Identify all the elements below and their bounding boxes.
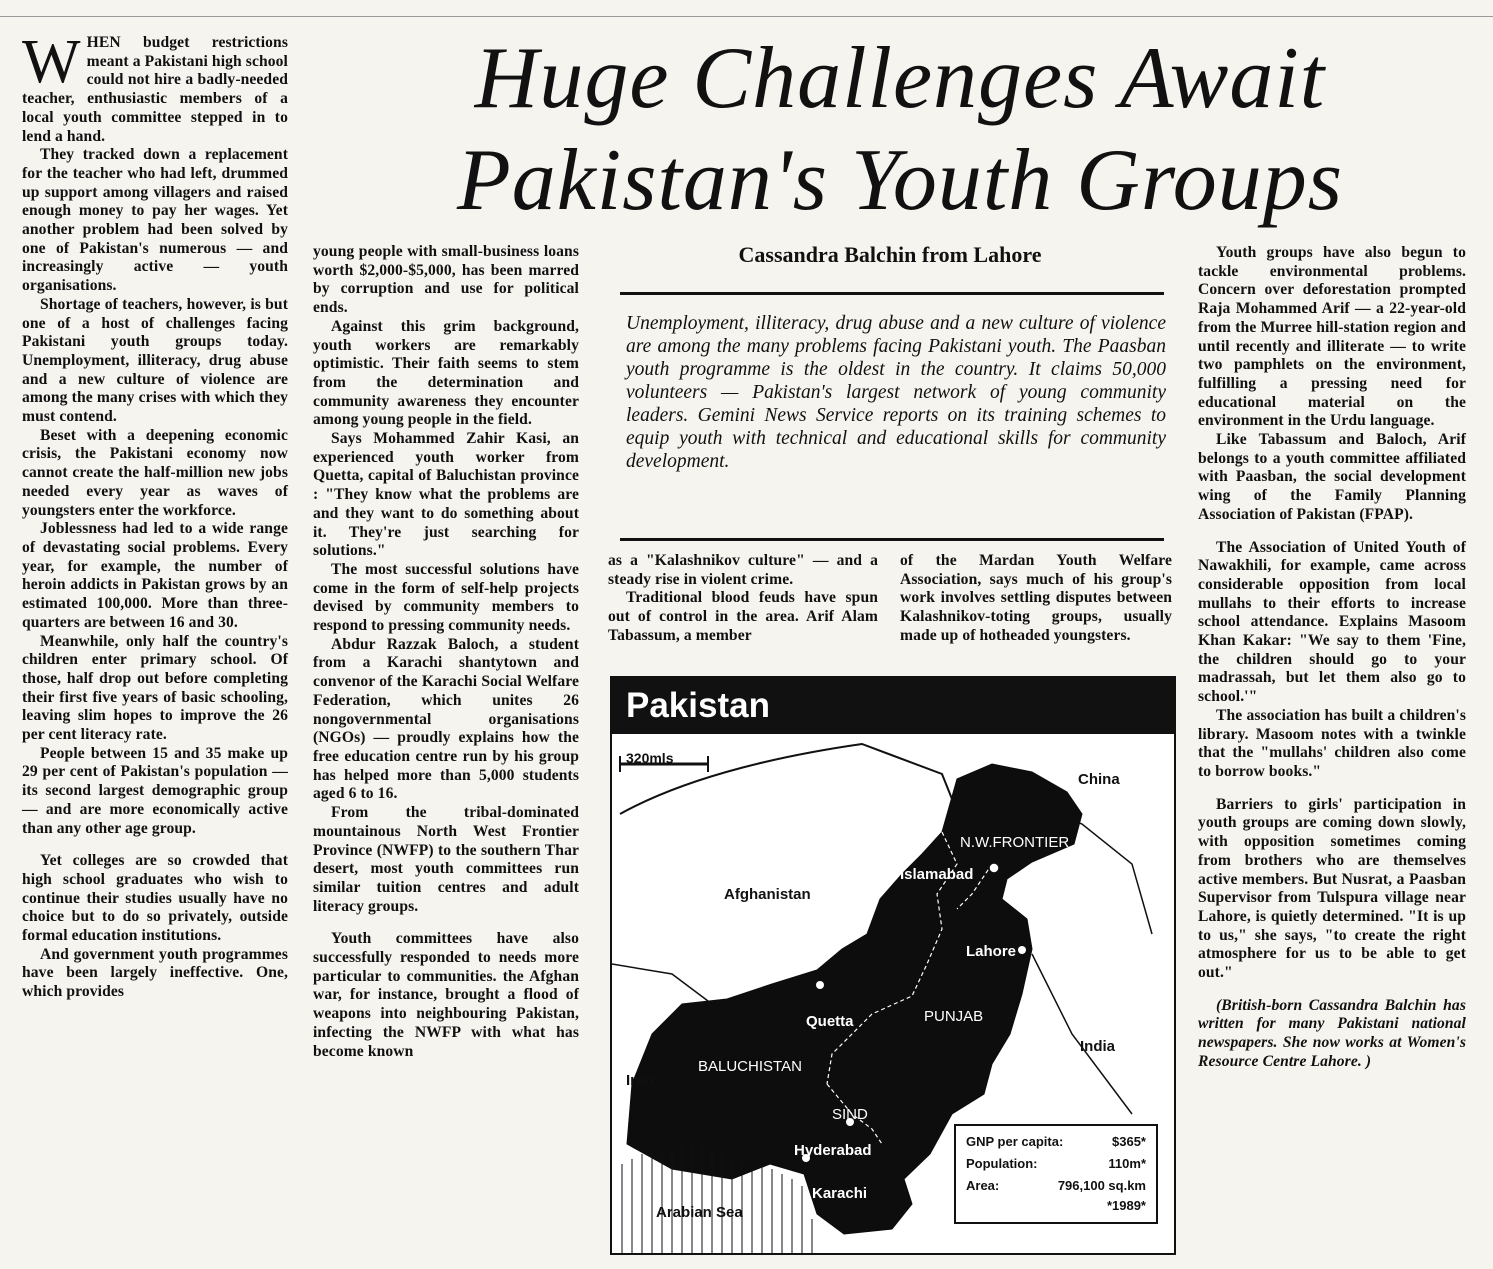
label-karachi: Karachi xyxy=(812,1185,868,1202)
paragraph: Youth committees have also successfully responded to needs more particular to communities. the Afghan war, for instance, brought a flood of weapons into neighbouring Pakistan, infecting the NWFP with what has become known xyxy=(313,930,579,1060)
paragraph: Barriers to girls' participation in youth groups are coming down slowly, with opposition sometimes coming from brothers who are themselves active members. But Nusrat, a Paasban Supervisor from Tulspura village near Lahore, is quietly determined. "It is up to us," she says, "to create the right atmosphere for us to be able to get out." xyxy=(1198,795,1466,982)
article-column-1 xyxy=(22,28,288,1002)
paragraph: Shortage of teachers, however, is but one of a host of challenges facing Pakistani youth groups today. Unemployment, illiteracy, drug abuse and a new culture of violence are among the many crises with which they must contend. xyxy=(22,295,288,426)
paragraph: The Association of United Youth of Nawakhili, for example, came across considerable opposition from local mullahs to their efforts to increase school attendance. Explains Masoom Khan Kakar: "We say to them 'Fine, the children should go to your madrassah, but let them also go to school.'" xyxy=(1198,538,1466,706)
author-credit: (British-born Cassandra Balchin has written for many Pakistani national newspapers. She now works at Women's Resource Centre Lahore. ) xyxy=(1198,996,1466,1070)
label-islamabad: Islamabad xyxy=(900,866,974,883)
article-column-4 xyxy=(900,552,1172,646)
label-india: India xyxy=(1080,1038,1116,1055)
paragraph: Traditional blood feuds have spun out of control in the area. Arif Alam Tabassum, a member xyxy=(608,589,878,644)
article-column-2 xyxy=(313,243,579,1061)
paragraph: Joblessness had led to a wide range of devastating social problems. Every year, for example, the number of heroin addicts in Pakistan grows by an estimated 100,000. More than three-quarters are between 16 and 30. xyxy=(22,520,288,631)
paragraph: young people with small-business loans worth $2,000-$5,000, has been marred by corruption and use for political ends. xyxy=(313,243,579,317)
label-sind: SIND xyxy=(832,1106,868,1123)
paragraph: as a "Kalashnikov culture" — and a steady rise in violent crime. xyxy=(608,552,878,588)
paragraph: Youth groups have also begun to tackle environmental problems. Concern over deforestation prompted Raja Mohammed Arif — a 22-year-old from the Murree hill-station region and until recently and illiterate — to write two pamphlets on the environment, fulfilling a pressing need for educational material on the environment in the Urdu language. xyxy=(1198,244,1466,430)
label-nw-frontier: N.W.FRONTIER xyxy=(960,834,1070,851)
islamabad-dot xyxy=(989,863,999,873)
paragraph: People between 15 and 35 make up 29 per cent of Pakistan's population — its second largest demographic group — and are more economically active than any other age group. xyxy=(22,744,288,837)
label-afghanistan: Afghanistan xyxy=(724,886,811,903)
scale-label: 320mls xyxy=(626,750,674,766)
article-column-5 xyxy=(1198,244,1466,1072)
paragraph: The most successful solutions have come in the form of self-help projects devised by community members to respond to pressing community needs. xyxy=(313,560,579,635)
paragraph: Meanwhile, only half the country's children enter primary school. Of those, half drop out before completing their first five years of basic schooling, leaving slim hopes to improve the 26 per cent literacy rate. xyxy=(22,632,288,744)
label-baluchistan: BALUCHISTAN xyxy=(698,1058,802,1075)
headline: Huge Challenges Await Pakistan's Youth Groups xyxy=(456,30,1344,229)
stat-area: Area: 796,100 sq.km xyxy=(966,1178,1146,1193)
paragraph: Beset with a deepening economic crisis, the Pakistani economy now cannot create the half-million new jobs needed every year as waves of youngsters enter the workforce. xyxy=(22,426,288,519)
stats-box: GNP per capita: $365* Population: 110m* Area: 796,100 sq.km *1989* xyxy=(954,1124,1158,1224)
label-lahore: Lahore xyxy=(966,943,1017,960)
label-iran: Iran xyxy=(626,1072,654,1089)
paragraph: Against this grim background, youth workers are remarkably optimistic. Their faith seems to stem from the determination and community awareness they encounter among young people in the field. xyxy=(313,317,579,429)
stat-gnp: GNP per capita: $365* xyxy=(966,1134,1146,1149)
drop-cap: W xyxy=(22,28,81,96)
paragraph: They tracked down a replacement for the teacher who had left, drummed up support among villagers and raised enough money to pay her wages. Yet another problem had been solved by one of Pakistan's numerous — and increasingly active — youth organisations. xyxy=(22,146,288,295)
map-title: Pakistan xyxy=(626,686,770,725)
paragraph: Abdur Razzak Baloch, a student from a Karachi shantytown and convenor of the Karachi Social Welfare Federation, which unites 26 nongovernmental organisations (NGOs) — proudly explains how the free education centre run by his group has helped more than 5,000 students aged 6 to 16. xyxy=(313,635,579,803)
map-title-bar xyxy=(612,678,1174,734)
label-arabian-sea: Arabian Sea xyxy=(656,1204,743,1221)
standfirst: Unemployment, illiteracy, drug abuse and a new culture of violence are among the many problems facing Pakistani youth. The Paasban youth programme is the oldest in the country. It claims 50,000 volunteers — Pakistan's largest network of young community leaders. Gemini News Service reports on its training schemes to equip youth with technical and educational skills for community development. xyxy=(626,313,1166,472)
paragraph: Yet colleges are so crowded that high school graduates who wish to continue their studies usually have no choice but to do so privately, outside formal education institutions. xyxy=(22,852,288,945)
lahore-dot xyxy=(1018,946,1026,954)
paragraph: Like Tabassum and Baloch, Arif belongs to a youth committee affiliated with Paasban, the social development wing of the Family Planning Association of Pakistan (FPAP). xyxy=(1198,431,1466,523)
paragraph: The association has built a children's library. Masoom notes with a twinkle that the "mullahs' children also come to borrow books." xyxy=(1198,706,1466,780)
paragraph: From the tribal-dominated mountainous North West Frontier Province (NWFP) to the southern Thar desert, most youth committees run similar tuition centres and adult literacy groups. xyxy=(313,804,579,915)
pakistan-map xyxy=(610,676,1176,1255)
quetta-dot xyxy=(816,981,824,989)
article-column-3 xyxy=(608,552,878,646)
paragraph: of the Mardan Youth Welfare Association, says much of his group's work involves settling disputes between Kalashnikov-toting groups, usually made up of hotheaded youngsters. xyxy=(900,552,1172,644)
paragraph: WHEN budget restrictions meant a Pakistani high school could not hire a badly-needed teacher, enthusiastic members of a local youth committee stepped in to lend a hand. xyxy=(22,28,288,145)
label-punjab: PUNJAB xyxy=(924,1008,984,1025)
paragraph: Says Mohammed Zahir Kasi, an experienced youth worker from Quetta, capital of Baluchistan province : "They know what the problems are and they want to do something about it. They're just searching for solutions." xyxy=(313,430,579,560)
rule-bottom xyxy=(620,538,1164,541)
paragraph: And government youth programmes have been largely ineffective. One, which provides xyxy=(22,945,288,1001)
label-china: China xyxy=(1078,771,1120,788)
byline: Cassandra Balchin from Lahore xyxy=(738,242,1042,267)
stat-population: Population: 110m* xyxy=(966,1156,1146,1171)
label-hyderabad: Hyderabad xyxy=(794,1142,872,1159)
rule-top xyxy=(620,292,1164,295)
label-quetta: Quetta xyxy=(806,1013,854,1030)
top-strip xyxy=(0,0,1493,17)
